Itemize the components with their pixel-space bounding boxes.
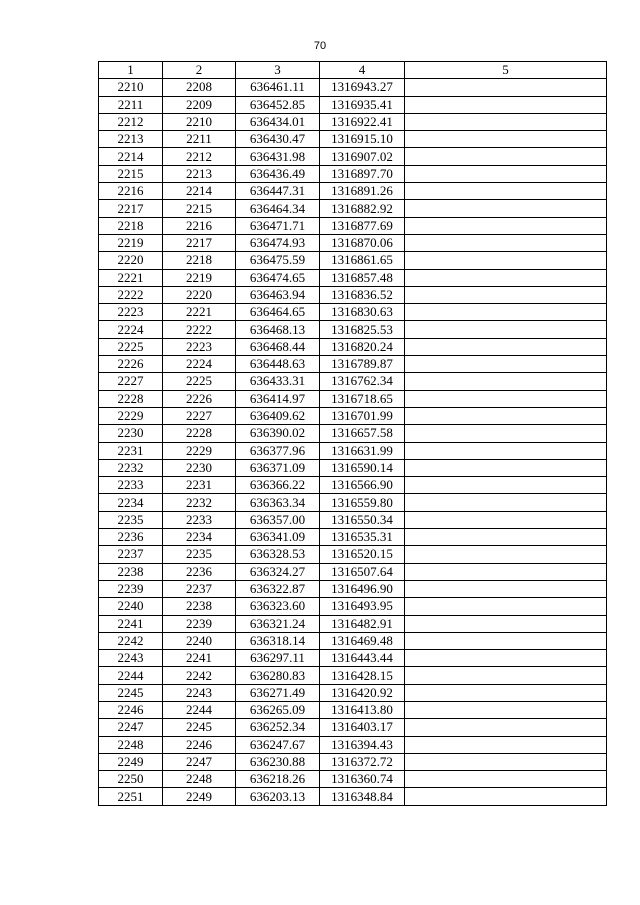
column-header-3: 3 xyxy=(236,62,320,79)
table-row xyxy=(99,131,607,148)
table-cell-col-3: 636357.00 xyxy=(236,511,320,528)
coordinates-table xyxy=(98,61,607,806)
table-cell-col-5 xyxy=(405,580,607,597)
table-cell-col-1: 2242 xyxy=(99,632,163,649)
table-cell-col-4: 1316550.34 xyxy=(320,511,405,528)
table-cell-col-2: 2240 xyxy=(163,632,236,649)
table-cell-col-5 xyxy=(405,529,607,546)
table-row xyxy=(99,477,607,494)
table-row xyxy=(99,269,607,286)
table-cell-col-1: 2221 xyxy=(99,269,163,286)
table-row xyxy=(99,736,607,753)
table-cell-col-1: 2227 xyxy=(99,373,163,390)
table-cell-col-3: 636203.13 xyxy=(236,788,320,805)
table-cell-col-2: 2221 xyxy=(163,304,236,321)
table-cell-col-3: 636247.67 xyxy=(236,736,320,753)
table-cell-col-5 xyxy=(405,165,607,182)
table-row xyxy=(99,580,607,597)
table-row xyxy=(99,511,607,528)
table-row xyxy=(99,217,607,234)
table-cell-col-3: 636371.09 xyxy=(236,459,320,476)
table-cell-col-1: 2231 xyxy=(99,442,163,459)
table-cell-col-5 xyxy=(405,321,607,338)
table-row xyxy=(99,356,607,373)
table-cell-col-4: 1316657.58 xyxy=(320,425,405,442)
table-cell-col-1: 2235 xyxy=(99,511,163,528)
table-cell-col-4: 1316493.95 xyxy=(320,598,405,615)
table-row xyxy=(99,286,607,303)
table-cell-col-4: 1316701.99 xyxy=(320,407,405,424)
table-cell-col-3: 636265.09 xyxy=(236,701,320,718)
table-cell-col-1: 2232 xyxy=(99,459,163,476)
table-cell-col-1: 2212 xyxy=(99,113,163,130)
table-cell-col-2: 2234 xyxy=(163,529,236,546)
table-cell-col-4: 1316870.06 xyxy=(320,234,405,251)
table-cell-col-1: 2224 xyxy=(99,321,163,338)
table-cell-col-5 xyxy=(405,650,607,667)
table-row xyxy=(99,79,607,96)
table-cell-col-2: 2215 xyxy=(163,200,236,217)
table-cell-col-3: 636414.97 xyxy=(236,390,320,407)
table-cell-col-2: 2248 xyxy=(163,771,236,788)
table-row xyxy=(99,684,607,701)
table-cell-col-5 xyxy=(405,390,607,407)
table-cell-col-5 xyxy=(405,667,607,684)
table-cell-col-2: 2244 xyxy=(163,701,236,718)
table-row xyxy=(99,788,607,805)
table-cell-col-1: 2225 xyxy=(99,338,163,355)
table-row xyxy=(99,96,607,113)
column-header-2: 2 xyxy=(163,62,236,79)
table-cell-col-4: 1316496.90 xyxy=(320,580,405,597)
table-cell-col-5 xyxy=(405,615,607,632)
table-row xyxy=(99,200,607,217)
table-cell-col-5 xyxy=(405,771,607,788)
table-cell-col-2: 2220 xyxy=(163,286,236,303)
table-row xyxy=(99,234,607,251)
table-header xyxy=(99,62,607,79)
table-cell-col-1: 2244 xyxy=(99,667,163,684)
table-cell-col-2: 2217 xyxy=(163,234,236,251)
table-cell-col-3: 636474.93 xyxy=(236,234,320,251)
table-cell-col-2: 2225 xyxy=(163,373,236,390)
table-cell-col-4: 1316820.24 xyxy=(320,338,405,355)
table-cell-col-5 xyxy=(405,286,607,303)
table-cell-col-1: 2246 xyxy=(99,701,163,718)
table-cell-col-5 xyxy=(405,200,607,217)
table-cell-col-4: 1316935.41 xyxy=(320,96,405,113)
table-cell-col-4: 1316559.80 xyxy=(320,494,405,511)
table-cell-col-1: 2220 xyxy=(99,252,163,269)
table-body xyxy=(99,79,607,805)
table-cell-col-4: 1316943.27 xyxy=(320,79,405,96)
table-cell-col-2: 2226 xyxy=(163,390,236,407)
table-cell-col-1: 2240 xyxy=(99,598,163,615)
table-cell-col-2: 2228 xyxy=(163,425,236,442)
table-cell-col-3: 636464.34 xyxy=(236,200,320,217)
table-cell-col-2: 2219 xyxy=(163,269,236,286)
table-cell-col-1: 2226 xyxy=(99,356,163,373)
table-cell-col-5 xyxy=(405,511,607,528)
table-cell-col-4: 1316535.31 xyxy=(320,529,405,546)
table-cell-col-2: 2208 xyxy=(163,79,236,96)
table-cell-col-3: 636452.85 xyxy=(236,96,320,113)
header-row xyxy=(99,62,607,79)
table-cell-col-5 xyxy=(405,736,607,753)
table-cell-col-3: 636468.13 xyxy=(236,321,320,338)
table-cell-col-2: 2242 xyxy=(163,667,236,684)
table-cell-col-3: 636436.49 xyxy=(236,165,320,182)
table-cell-col-3: 636475.59 xyxy=(236,252,320,269)
table-row xyxy=(99,459,607,476)
table-cell-col-5 xyxy=(405,131,607,148)
table-row xyxy=(99,494,607,511)
table-row xyxy=(99,148,607,165)
table-cell-col-1: 2219 xyxy=(99,234,163,251)
table-cell-col-5 xyxy=(405,719,607,736)
table-row xyxy=(99,598,607,615)
table-cell-col-2: 2218 xyxy=(163,252,236,269)
table-cell-col-1: 2241 xyxy=(99,615,163,632)
table-cell-col-3: 636271.49 xyxy=(236,684,320,701)
table-cell-col-1: 2250 xyxy=(99,771,163,788)
column-header-5: 5 xyxy=(405,62,607,79)
table-cell-col-2: 2233 xyxy=(163,511,236,528)
table-cell-col-4: 1316520.15 xyxy=(320,546,405,563)
table-cell-col-1: 2217 xyxy=(99,200,163,217)
table-cell-col-3: 636433.31 xyxy=(236,373,320,390)
table-cell-col-5 xyxy=(405,494,607,511)
table-cell-col-3: 636377.96 xyxy=(236,442,320,459)
table-cell-col-5 xyxy=(405,753,607,770)
table-cell-col-4: 1316861.65 xyxy=(320,252,405,269)
table-cell-col-5 xyxy=(405,598,607,615)
table-cell-col-1: 2234 xyxy=(99,494,163,511)
table-cell-col-2: 2214 xyxy=(163,183,236,200)
table-cell-col-1: 2214 xyxy=(99,148,163,165)
table-row xyxy=(99,321,607,338)
table-row xyxy=(99,425,607,442)
table-cell-col-5 xyxy=(405,338,607,355)
table-cell-col-2: 2211 xyxy=(163,131,236,148)
table-cell-col-1: 2238 xyxy=(99,563,163,580)
table-row xyxy=(99,390,607,407)
table-cell-col-4: 1316482.91 xyxy=(320,615,405,632)
table-cell-col-2: 2209 xyxy=(163,96,236,113)
table-cell-col-1: 2243 xyxy=(99,650,163,667)
table-cell-col-3: 636463.94 xyxy=(236,286,320,303)
table-cell-col-3: 636321.24 xyxy=(236,615,320,632)
table-cell-col-3: 636324.27 xyxy=(236,563,320,580)
table-cell-col-1: 2213 xyxy=(99,131,163,148)
table-cell-col-2: 2232 xyxy=(163,494,236,511)
table-cell-col-2: 2246 xyxy=(163,736,236,753)
table-row xyxy=(99,183,607,200)
table-cell-col-4: 1316428.15 xyxy=(320,667,405,684)
table-cell-col-5 xyxy=(405,304,607,321)
table-cell-col-2: 2241 xyxy=(163,650,236,667)
table-cell-col-2: 2213 xyxy=(163,165,236,182)
table-cell-col-3: 636280.83 xyxy=(236,667,320,684)
table-cell-col-4: 1316915.10 xyxy=(320,131,405,148)
table-cell-col-1: 2222 xyxy=(99,286,163,303)
table-cell-col-3: 636431.98 xyxy=(236,148,320,165)
table-row xyxy=(99,407,607,424)
table-cell-col-2: 2238 xyxy=(163,598,236,615)
table-cell-col-4: 1316825.53 xyxy=(320,321,405,338)
page-number: 70 xyxy=(313,40,327,52)
table-cell-col-1: 2230 xyxy=(99,425,163,442)
table-cell-col-2: 2245 xyxy=(163,719,236,736)
table-cell-col-1: 2229 xyxy=(99,407,163,424)
table-cell-col-4: 1316877.69 xyxy=(320,217,405,234)
table-cell-col-2: 2223 xyxy=(163,338,236,355)
table-cell-col-3: 636447.31 xyxy=(236,183,320,200)
table-cell-col-3: 636318.14 xyxy=(236,632,320,649)
table-cell-col-2: 2222 xyxy=(163,321,236,338)
table-cell-col-1: 2239 xyxy=(99,580,163,597)
table-cell-col-1: 2233 xyxy=(99,477,163,494)
table-cell-col-1: 2245 xyxy=(99,684,163,701)
table-cell-col-4: 1316897.70 xyxy=(320,165,405,182)
table-cell-col-3: 636409.62 xyxy=(236,407,320,424)
table-cell-col-5 xyxy=(405,477,607,494)
table-cell-col-3: 636363.34 xyxy=(236,494,320,511)
table-cell-col-5 xyxy=(405,788,607,805)
table-cell-col-3: 636366.22 xyxy=(236,477,320,494)
table-cell-col-5 xyxy=(405,79,607,96)
table-cell-col-3: 636252.34 xyxy=(236,719,320,736)
table-row xyxy=(99,304,607,321)
table-cell-col-2: 2237 xyxy=(163,580,236,597)
table-cell-col-2: 2231 xyxy=(163,477,236,494)
table-cell-col-4: 1316469.48 xyxy=(320,632,405,649)
table-cell-col-2: 2235 xyxy=(163,546,236,563)
table-cell-col-1: 2216 xyxy=(99,183,163,200)
table-cell-col-3: 636464.65 xyxy=(236,304,320,321)
table-cell-col-3: 636322.87 xyxy=(236,580,320,597)
table-row xyxy=(99,771,607,788)
table-cell-col-4: 1316907.02 xyxy=(320,148,405,165)
table-row xyxy=(99,615,607,632)
table-row xyxy=(99,165,607,182)
table-cell-col-2: 2230 xyxy=(163,459,236,476)
table-cell-col-3: 636430.47 xyxy=(236,131,320,148)
table-cell-col-5 xyxy=(405,442,607,459)
table-row xyxy=(99,373,607,390)
table-cell-col-4: 1316590.14 xyxy=(320,459,405,476)
table-cell-col-1: 2251 xyxy=(99,788,163,805)
table-cell-col-5 xyxy=(405,373,607,390)
table-cell-col-1: 2249 xyxy=(99,753,163,770)
table-cell-col-5 xyxy=(405,234,607,251)
table-cell-col-5 xyxy=(405,183,607,200)
table-cell-col-4: 1316507.64 xyxy=(320,563,405,580)
table-cell-col-2: 2249 xyxy=(163,788,236,805)
table-cell-col-4: 1316443.44 xyxy=(320,650,405,667)
table-cell-col-1: 2218 xyxy=(99,217,163,234)
table-cell-col-4: 1316718.65 xyxy=(320,390,405,407)
table-cell-col-2: 2216 xyxy=(163,217,236,234)
table-cell-col-5 xyxy=(405,563,607,580)
table-cell-col-5 xyxy=(405,96,607,113)
table-cell-col-2: 2210 xyxy=(163,113,236,130)
table-cell-col-1: 2247 xyxy=(99,719,163,736)
table-cell-col-5 xyxy=(405,701,607,718)
table-row xyxy=(99,701,607,718)
table-cell-col-5 xyxy=(405,407,607,424)
table-cell-col-4: 1316631.99 xyxy=(320,442,405,459)
table-cell-col-1: 2248 xyxy=(99,736,163,753)
table-cell-col-1: 2210 xyxy=(99,79,163,96)
table-cell-col-4: 1316403.17 xyxy=(320,719,405,736)
table-row xyxy=(99,546,607,563)
table-cell-col-4: 1316348.84 xyxy=(320,788,405,805)
table-cell-col-3: 636471.71 xyxy=(236,217,320,234)
table-row xyxy=(99,632,607,649)
table-cell-col-1: 2211 xyxy=(99,96,163,113)
table-cell-col-4: 1316830.63 xyxy=(320,304,405,321)
table-cell-col-3: 636328.53 xyxy=(236,546,320,563)
table-row xyxy=(99,338,607,355)
table-cell-col-4: 1316836.52 xyxy=(320,286,405,303)
table-cell-col-3: 636468.44 xyxy=(236,338,320,355)
table-cell-col-3: 636390.02 xyxy=(236,425,320,442)
table-row xyxy=(99,113,607,130)
table-row xyxy=(99,529,607,546)
column-header-1: 1 xyxy=(99,62,163,79)
table-cell-col-3: 636341.09 xyxy=(236,529,320,546)
table-row xyxy=(99,667,607,684)
table-cell-col-1: 2237 xyxy=(99,546,163,563)
table-cell-col-4: 1316372.72 xyxy=(320,753,405,770)
table-cell-col-2: 2243 xyxy=(163,684,236,701)
table-cell-col-2: 2229 xyxy=(163,442,236,459)
table-cell-col-4: 1316566.90 xyxy=(320,477,405,494)
table-row xyxy=(99,252,607,269)
table-cell-col-2: 2224 xyxy=(163,356,236,373)
column-header-4: 4 xyxy=(320,62,405,79)
table-cell-col-4: 1316420.92 xyxy=(320,684,405,701)
table-cell-col-4: 1316891.26 xyxy=(320,183,405,200)
table-row xyxy=(99,563,607,580)
table-cell-col-5 xyxy=(405,425,607,442)
table-row xyxy=(99,442,607,459)
table-cell-col-4: 1316882.92 xyxy=(320,200,405,217)
table-cell-col-3: 636323.60 xyxy=(236,598,320,615)
table-cell-col-5 xyxy=(405,148,607,165)
table-cell-col-2: 2247 xyxy=(163,753,236,770)
table-cell-col-4: 1316413.80 xyxy=(320,701,405,718)
table-cell-col-4: 1316789.87 xyxy=(320,356,405,373)
table-cell-col-1: 2236 xyxy=(99,529,163,546)
table-cell-col-5 xyxy=(405,113,607,130)
table-cell-col-2: 2227 xyxy=(163,407,236,424)
table-cell-col-2: 2212 xyxy=(163,148,236,165)
table-cell-col-4: 1316857.48 xyxy=(320,269,405,286)
table-cell-col-4: 1316922.41 xyxy=(320,113,405,130)
table-cell-col-3: 636448.63 xyxy=(236,356,320,373)
table-cell-col-5 xyxy=(405,269,607,286)
table-cell-col-5 xyxy=(405,252,607,269)
table-cell-col-3: 636434.01 xyxy=(236,113,320,130)
table-cell-col-5 xyxy=(405,546,607,563)
table-cell-col-5 xyxy=(405,632,607,649)
table-cell-col-5 xyxy=(405,459,607,476)
table-cell-col-4: 1316762.34 xyxy=(320,373,405,390)
table-cell-col-2: 2239 xyxy=(163,615,236,632)
table-cell-col-1: 2215 xyxy=(99,165,163,182)
table-cell-col-3: 636474.65 xyxy=(236,269,320,286)
table-cell-col-5 xyxy=(405,684,607,701)
table-cell-col-5 xyxy=(405,356,607,373)
table-cell-col-1: 2228 xyxy=(99,390,163,407)
table-cell-col-3: 636297.11 xyxy=(236,650,320,667)
table-cell-col-4: 1316360.74 xyxy=(320,771,405,788)
table-row xyxy=(99,719,607,736)
table-cell-col-2: 2236 xyxy=(163,563,236,580)
table-cell-col-5 xyxy=(405,217,607,234)
table-cell-col-3: 636230.88 xyxy=(236,753,320,770)
table-cell-col-3: 636461.11 xyxy=(236,79,320,96)
table-row xyxy=(99,650,607,667)
table-cell-col-4: 1316394.43 xyxy=(320,736,405,753)
table-row xyxy=(99,753,607,770)
table-cell-col-3: 636218.26 xyxy=(236,771,320,788)
table-cell-col-1: 2223 xyxy=(99,304,163,321)
